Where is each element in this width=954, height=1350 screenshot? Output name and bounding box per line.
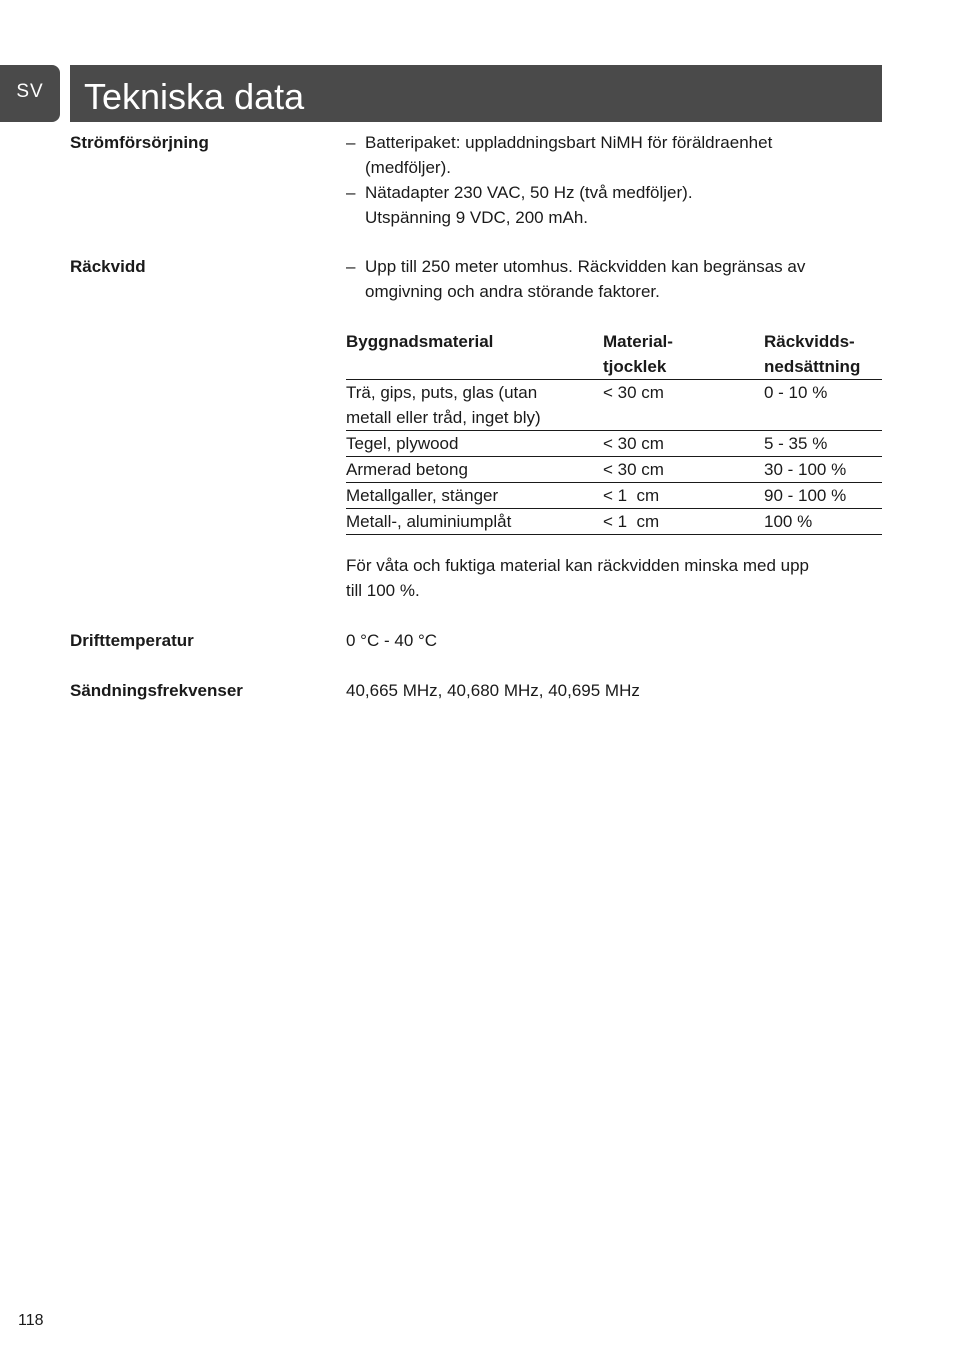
cell-material: Armerad betong bbox=[346, 457, 603, 483]
page-title: Tekniska data bbox=[84, 76, 305, 117]
cell-reduction: 100 % bbox=[764, 509, 882, 535]
header-thickness-line: tjocklek bbox=[603, 357, 667, 376]
temperature-label: Drifttemperatur bbox=[70, 631, 194, 650]
page-number: 118 bbox=[18, 1312, 44, 1329]
cell-thickness: < 30 cm bbox=[603, 380, 764, 431]
cell-material: Tegel, plywood bbox=[346, 431, 603, 457]
table-row bbox=[346, 431, 882, 457]
cell-thickness: < 1 cm bbox=[603, 509, 764, 535]
cell-material: Trä, gips, puts, glas (utan metall eller tråd, inget bly) bbox=[346, 380, 603, 431]
header-reduction-line: nedsättning bbox=[764, 357, 861, 376]
temperature-value: 0 °C - 40 °C bbox=[346, 631, 438, 650]
power-value bbox=[346, 130, 882, 230]
table-row bbox=[346, 457, 882, 483]
header-material: Byggnadsmaterial bbox=[346, 329, 603, 380]
cell-thickness: < 1 cm bbox=[603, 483, 764, 509]
cell-material: Metallgaller, stänger bbox=[346, 483, 603, 509]
cell-thickness: < 30 cm bbox=[603, 431, 764, 457]
header-thickness bbox=[603, 329, 764, 380]
table-row bbox=[346, 483, 882, 509]
cell-material: Metall-, aluminiumplåt bbox=[346, 509, 603, 535]
frequencies-value: 40,665 MHz, 40,680 MHz, 40,695 MHz bbox=[346, 681, 640, 700]
frequencies-label: Sändningsfrekvenser bbox=[70, 681, 243, 700]
cell-reduction: 30 - 100 % bbox=[764, 457, 882, 483]
header-reduction-line: Räckvidds- bbox=[764, 332, 855, 351]
power-bullet-1: – Batteripaket: uppladdningsbart NiMH för föräldraenhet (medföljer). bbox=[346, 133, 773, 177]
range-table bbox=[346, 329, 882, 535]
range-label: Räckvidd bbox=[70, 257, 146, 276]
range-note: För våta och fuktiga material kan räckvidden minska med upp till 100 %. bbox=[346, 556, 810, 600]
table-row bbox=[346, 380, 882, 431]
cell-reduction: 90 - 100 % bbox=[764, 483, 882, 509]
power-label: Strömförsörjning bbox=[70, 133, 209, 152]
power-bullet-2: – Nätadapter 230 VAC, 50 Hz (två medföljer). Utspänning 9 VDC, 200 mAh. bbox=[346, 183, 693, 227]
range-bullet: – Upp till 250 meter utomhus. Räckvidden kan begränsas av omgivning och andra störande faktorer. bbox=[346, 257, 806, 301]
header-thickness-line: Material- bbox=[603, 332, 673, 351]
range-value bbox=[346, 254, 882, 304]
language-tab: SV bbox=[0, 65, 60, 122]
table-row bbox=[346, 509, 882, 535]
cell-reduction: 5 - 35 % bbox=[764, 431, 882, 457]
header-bar bbox=[70, 65, 882, 122]
cell-reduction: 0 - 10 % bbox=[764, 380, 882, 431]
cell-thickness: < 30 cm bbox=[603, 457, 764, 483]
header-reduction bbox=[764, 329, 882, 380]
table-header-row bbox=[346, 329, 882, 380]
